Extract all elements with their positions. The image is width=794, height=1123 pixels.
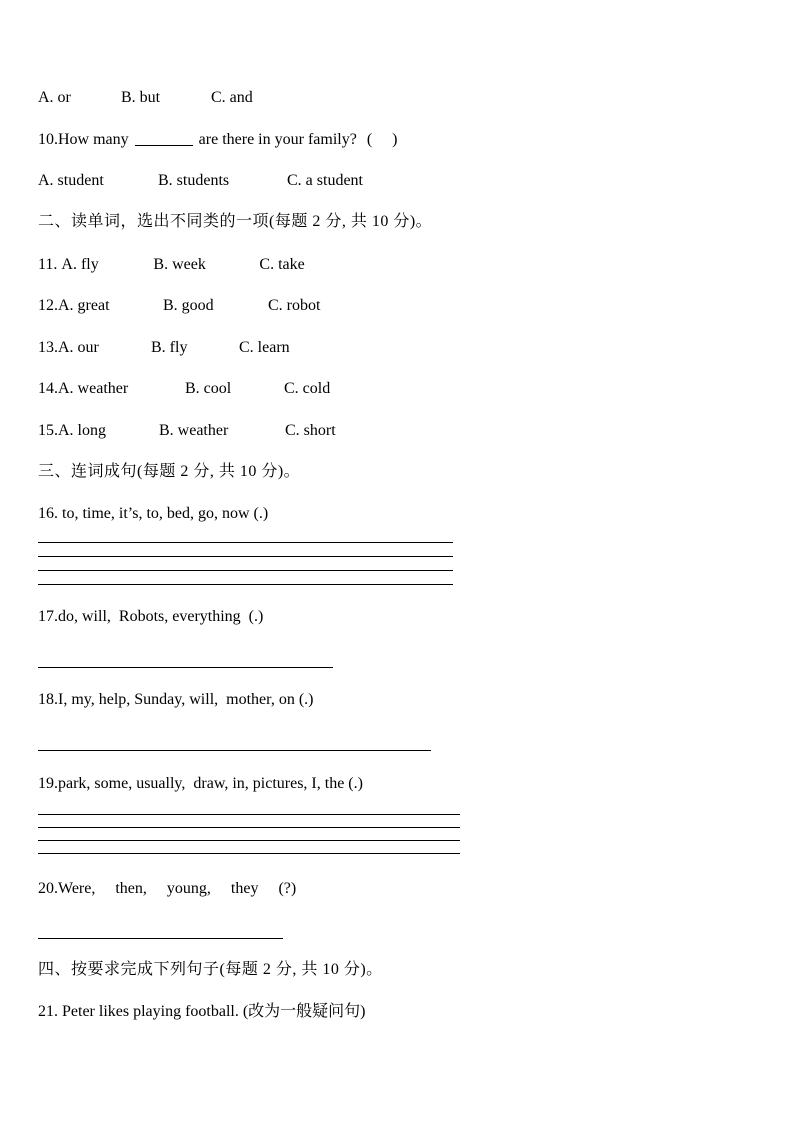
q10-options	[38, 171, 363, 191]
q20-text: Were, then, young, they (?)	[58, 880, 297, 897]
q17-text: do, will, Robots, everything (.)	[58, 608, 264, 625]
answer-paren[interactable]: ( )	[366, 131, 398, 148]
question-number: 14.	[38, 380, 58, 397]
answer-line[interactable]	[38, 570, 453, 571]
q12-option-a: A. great	[58, 297, 110, 314]
question-number: 13.	[38, 339, 58, 356]
answer-line[interactable]	[38, 750, 431, 751]
q12-option-c: C. robot	[268, 297, 321, 314]
q14-option-b: B. cool	[185, 380, 232, 397]
section3-heading: 三、连词成句(每题 2 分, 共 10 分)。	[38, 463, 301, 480]
q15	[38, 421, 336, 441]
q9-option-b: B. but	[121, 89, 161, 106]
question-number: 10.	[38, 131, 58, 148]
q15-option-c: C. short	[285, 422, 336, 439]
question-number: 18.	[38, 691, 58, 708]
q14-option-a: A. weather	[58, 380, 129, 397]
q12-option-b: B. good	[163, 297, 214, 314]
q13-option-a: A. our	[58, 339, 99, 356]
q9-option-c: C. and	[211, 89, 253, 106]
q9-option-a: A. or	[38, 89, 71, 106]
answer-line[interactable]	[38, 827, 460, 828]
q11-option-b: B. week	[153, 256, 206, 273]
q11	[38, 255, 305, 275]
q14	[38, 379, 330, 399]
answer-line[interactable]	[38, 556, 453, 557]
answer-blank[interactable]	[135, 131, 193, 146]
q20	[38, 879, 296, 899]
section2-heading: 二、读单词，选出不同类的一项(每题 2 分, 共 10 分)。	[38, 213, 433, 230]
q13-option-b: B. fly	[151, 339, 188, 356]
answer-line[interactable]	[38, 542, 453, 543]
q10-option-b: B. students	[158, 172, 230, 189]
question-number: 20.	[38, 880, 58, 897]
question-number: 16.	[38, 505, 58, 522]
q18	[38, 690, 313, 710]
answer-line[interactable]	[38, 853, 460, 854]
q9-options	[38, 88, 253, 108]
q15-option-b: B. weather	[159, 422, 229, 439]
question-number: 17.	[38, 608, 58, 625]
question-number: 21.	[38, 1003, 58, 1020]
question-number: 12.	[38, 297, 58, 314]
q19	[38, 774, 363, 794]
q17	[38, 607, 263, 627]
question-number: 11.	[38, 256, 58, 273]
q13	[38, 338, 290, 358]
answer-line[interactable]	[38, 840, 460, 841]
q10-option-c: C. a student	[287, 172, 363, 189]
q10-text-after: are there in your family?	[198, 131, 357, 148]
q21-text: Peter likes playing football. (改为一般疑问句)	[62, 1003, 366, 1020]
q10-text-before: How many	[58, 131, 129, 148]
q16	[38, 504, 268, 524]
q12	[38, 296, 320, 316]
q19-text: park, some, usually, draw, in, pictures, I, the (.)	[58, 775, 363, 792]
q15-option-a: A. long	[58, 422, 106, 439]
q21	[38, 1002, 366, 1022]
question-number: 19.	[38, 775, 58, 792]
question-number: 15.	[38, 422, 58, 439]
q11-option-a: A. fly	[61, 256, 99, 273]
q10-stem	[38, 130, 397, 150]
answer-line[interactable]	[38, 584, 453, 585]
q11-option-c: C. take	[259, 256, 305, 273]
q18-text: I, my, help, Sunday, will, mother, on (.)	[58, 691, 314, 708]
section4-heading: 四、按要求完成下列句子(每题 2 分, 共 10 分)。	[38, 961, 383, 978]
q13-option-c: C. learn	[239, 339, 290, 356]
q10-option-a: A. student	[38, 172, 104, 189]
q14-option-c: C. cold	[284, 380, 331, 397]
q16-text: to, time, it’s, to, bed, go, now (.)	[62, 505, 269, 522]
answer-line[interactable]	[38, 938, 283, 939]
answer-line[interactable]	[38, 667, 333, 668]
answer-line[interactable]	[38, 814, 460, 815]
